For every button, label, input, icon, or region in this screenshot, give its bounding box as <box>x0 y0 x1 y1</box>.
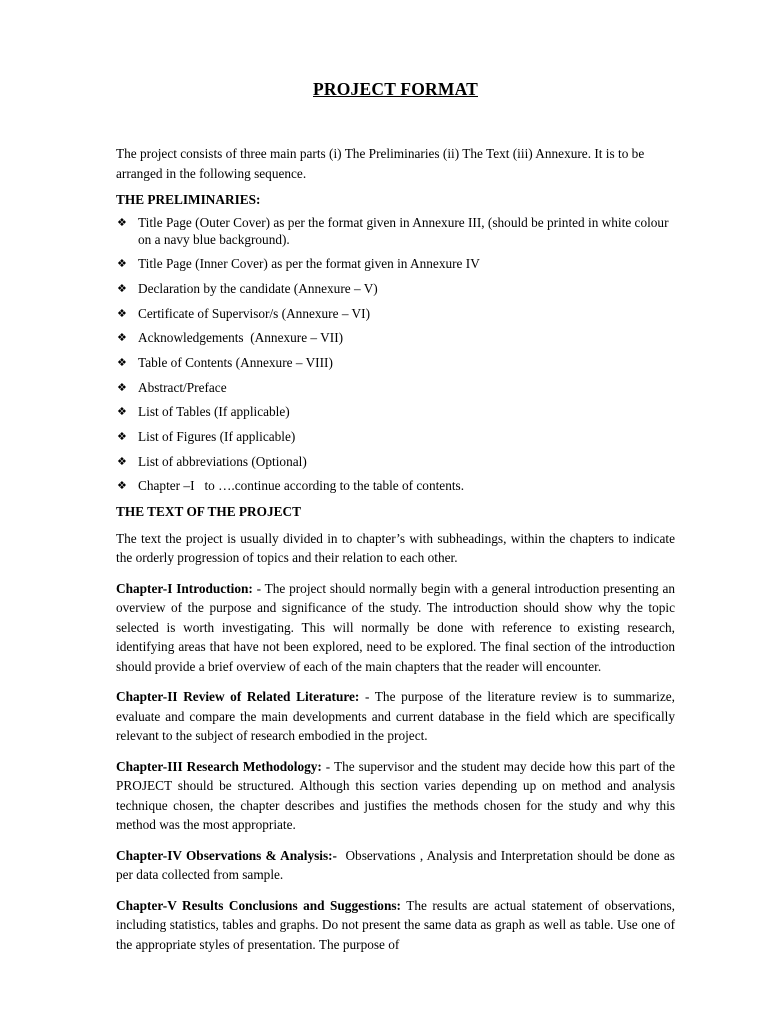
diamond-bullet-icon: ❖ <box>117 257 127 271</box>
list-item <box>116 428 675 445</box>
chapter-5-paragraph <box>116 896 675 955</box>
chapter-4-body: Observations , Analysis and Interpretation should be done as per data collected from sample. <box>116 847 679 883</box>
intro-paragraph: The project consists of three main parts (i) The Preliminaries (ii) The Text (iii) Annexure. It is to be arranged in the following sequence. <box>116 146 645 181</box>
diamond-bullet-icon: ❖ <box>117 479 127 493</box>
list-item-text: Chapter –I to ….continue according to the table of contents. <box>138 478 465 494</box>
list-item <box>116 280 675 297</box>
chapter-1-heading: Chapter-I Introduction: <box>116 580 253 596</box>
list-item-text: Acknowledgements (Annexure – VII) <box>138 330 344 346</box>
list-item-text: Declaration by the candidate (Annexure – V) <box>138 280 378 296</box>
diamond-bullet-icon: ❖ <box>117 430 127 443</box>
chapter-1-paragraph <box>116 579 675 677</box>
diamond-bullet-icon: ❖ <box>117 405 127 419</box>
list-item <box>116 305 675 322</box>
list-item <box>116 379 675 396</box>
chapter-1-body: - The project should normally begin with a general introduction presenting an overview of the purpose and significance of the study. The introduction should show why the topic selected is worth investigating. This will normally be done with reference to existing research, identifying areas that have not been explored, need to be explored. The final section of the introduction should provide a brief overview of each of the main chapters that the reader will encounter. <box>116 580 675 674</box>
list-item-text: List of Tables (If applicable) <box>138 404 290 420</box>
chapter-2-heading: Chapter-II Review of Related Literature: <box>116 689 360 705</box>
list-item-text: Title Page (Outer Cover) as per the format given in Annexure III, (should be printed in white colour on a navy blue background). <box>138 214 669 247</box>
list-item-text: Certificate of Supervisor/s (Annexure – VI) <box>138 305 371 321</box>
list-item-text: Title Page (Inner Cover) as per the format given in Annexure IV <box>138 256 480 272</box>
diamond-bullet-icon: ❖ <box>117 215 127 229</box>
chapter-3-heading: Chapter-III Research Methodology: <box>116 758 322 774</box>
chapter-3-paragraph <box>116 757 675 835</box>
diamond-bullet-icon: ❖ <box>117 454 127 468</box>
list-item-text: Table of Contents (Annexure – VIII) <box>138 354 333 370</box>
chapter-5-body: The results are actual statement of observations, including statistics, tables and graphs. Do not present the same data as graph as well as table. Use one of the appropriate styles of presentation. The purpose of <box>116 897 675 952</box>
preliminaries-heading: THE PRELIMINARIES: <box>116 192 261 207</box>
list-item <box>116 329 675 346</box>
list-item <box>116 403 675 420</box>
list-item-text: Abstract/Preface <box>138 379 227 395</box>
list-item <box>116 255 675 272</box>
chapter-4-heading: Chapter-IV Observations & Analysis:- <box>116 847 337 863</box>
preliminaries-list <box>116 214 675 495</box>
diamond-bullet-icon: ❖ <box>117 306 127 320</box>
chapter-4-paragraph <box>116 846 679 885</box>
list-item <box>116 477 675 494</box>
list-item-text: List of Figures (If applicable) <box>138 429 296 444</box>
text-section-intro: The text the project is usually divided in to chapter’s with subheadings, within the chapters to indicate the orderly progression of topics and their relation to each other. <box>116 530 675 566</box>
page-title: PROJECT FORMAT <box>313 79 478 99</box>
list-item <box>116 354 675 371</box>
text-section-heading: THE TEXT OF THE PROJECT <box>116 504 301 520</box>
list-item <box>116 214 675 248</box>
diamond-bullet-icon: ❖ <box>117 331 127 345</box>
chapter-3-body: - The supervisor and the student may decide how this part of the PROJECT should be structured. Although this section varies depending up on method and analysis technique chosen, the chapter describes and justifies the methods chosen for the study and why this method was the most appropriate. <box>116 758 675 833</box>
diamond-bullet-icon: ❖ <box>117 380 127 394</box>
chapter-2-body: - The purpose of the literature review is to summarize, evaluate and compare the main developments and current database in the field which are specifically relevant to the subject of research embodied in the project. <box>116 689 675 744</box>
diamond-bullet-icon: ❖ <box>117 355 127 369</box>
list-item <box>116 453 675 470</box>
list-item-text: List of abbreviations (Optional) <box>138 453 307 469</box>
chapter-2-paragraph <box>116 687 675 746</box>
diamond-bullet-icon: ❖ <box>117 281 127 295</box>
chapter-5-heading: Chapter-V Results Conclusions and Suggestions: <box>116 897 401 913</box>
